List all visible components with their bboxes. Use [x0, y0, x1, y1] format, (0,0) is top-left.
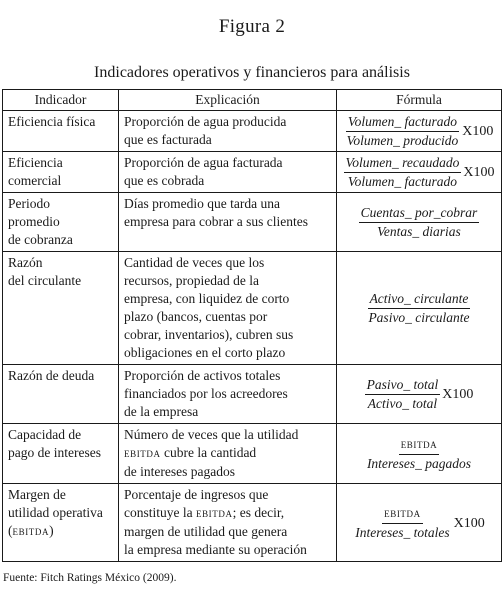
- formula: [366, 291, 471, 326]
- explanation-cell-line: la empresa mediante su operación: [124, 542, 307, 557]
- formula-numerator: Activo_ circulante: [368, 291, 471, 309]
- explanation-cell-line: de la empresa: [124, 404, 199, 419]
- explanation-cell-line: obligaciones en el corto plazo: [124, 345, 286, 360]
- indicator-cell: [3, 484, 119, 562]
- fraction: [345, 114, 461, 149]
- indicator-cell-line: Periodo: [8, 196, 50, 211]
- explanation-cell: [119, 484, 337, 562]
- indicator-cell-line: promedio: [8, 214, 60, 229]
- explanation-cell: [119, 111, 337, 152]
- indicator-cell-line: Eficiencia física: [8, 114, 96, 129]
- explanation-cell-line: de intereses pagados: [124, 464, 235, 479]
- fraction: [365, 377, 441, 412]
- formula: [344, 155, 495, 190]
- indicator-cell: [3, 252, 119, 365]
- indicator-cell-line: Margen de: [8, 487, 66, 502]
- formula-cell: [337, 252, 502, 365]
- formula: [365, 437, 473, 472]
- explanation-cell: [119, 424, 337, 484]
- indicator-cell-line: Razón: [8, 255, 43, 270]
- fraction: [365, 437, 473, 472]
- indicators-table: [2, 89, 502, 562]
- explanation-cell-line: Número de veces que la utilidad: [124, 427, 299, 442]
- table-row: [3, 152, 502, 193]
- formula-multiplier: X100: [462, 123, 494, 139]
- header-indicator: Indicador: [3, 90, 119, 111]
- explanation-cell-line: recursos, propiedad de la: [124, 273, 259, 288]
- explanation-cell-line: Proporción de activos totales: [124, 368, 281, 383]
- table-row: [3, 252, 502, 365]
- explanation-cell-line: que es cobrada: [124, 173, 205, 188]
- indicator-cell-line: Capacidad de: [8, 427, 82, 442]
- formula-cell: [337, 111, 502, 152]
- fraction: [353, 506, 451, 541]
- indicator-cell-line: comercial: [8, 173, 62, 188]
- explanation-cell-line: cobrar, inventarios), cubren sus: [124, 327, 294, 342]
- formula-numerator: Volumen_ facturado: [346, 114, 459, 132]
- table-caption: Indicadores operativos y financieros para análisis: [94, 64, 410, 81]
- ebitda-abbrev: EBITDA: [124, 449, 161, 459]
- table-row: [3, 111, 502, 152]
- formula-cell: [337, 152, 502, 193]
- table-row: [3, 193, 502, 252]
- figure-title: Figura 2: [218, 16, 286, 37]
- formula-numerator: Cuentas_ por_cobrar: [359, 205, 480, 223]
- table-header-row: [3, 90, 502, 111]
- formula-multiplier: X100: [442, 386, 474, 402]
- explanation-cell-line: plazo (bancos, cuentas por: [124, 309, 268, 324]
- formula-numerator: Pasivo_ total: [365, 377, 441, 395]
- explanation-cell-line: Cantidad de veces que los: [124, 255, 265, 270]
- indicator-cell-line: pago de intereses: [8, 445, 101, 460]
- table-row: [3, 424, 502, 484]
- explanation-cell-line: Porcentaje de ingresos que: [124, 487, 269, 502]
- explanation-cell: [119, 252, 337, 365]
- formula-denominator: Volumen_ facturado: [347, 174, 457, 189]
- explanation-cell-line: margen de utilidad que genera: [124, 524, 288, 539]
- formula-cell: [337, 484, 502, 562]
- explanation-cell-line: Proporción de agua producida: [124, 114, 287, 129]
- indicator-cell: [3, 152, 119, 193]
- formula-denominator: Ventas_ diarias: [377, 224, 461, 239]
- formula-numerator: EBITDA: [399, 437, 440, 455]
- formula-denominator: Pasivo_ circulante: [368, 310, 470, 325]
- explanation-cell: [119, 152, 337, 193]
- explanation-cell-line: empresa para cobrar a sus clientes: [124, 214, 309, 229]
- table-row: [3, 484, 502, 562]
- formula: [365, 377, 474, 412]
- formula-cell: [337, 365, 502, 424]
- header-formula: Fórmula: [337, 90, 502, 111]
- formula-multiplier: X100: [463, 164, 495, 180]
- explanation-cell: [119, 193, 337, 252]
- indicator-cell: [3, 111, 119, 152]
- explanation-cell-line: Proporción de agua facturada: [124, 155, 283, 170]
- indicator-cell-line: (EBITDA): [8, 523, 54, 538]
- formula-multiplier: X100: [453, 515, 485, 531]
- explanation-cell-line: empresa, con liquidez de corto: [124, 291, 290, 306]
- formula: [353, 506, 484, 541]
- formula-cell: [337, 193, 502, 252]
- fraction: [344, 155, 462, 190]
- explanation-cell-line: que es facturada: [124, 132, 212, 147]
- table-row: [3, 365, 502, 424]
- formula-denominator: Activo_ total: [367, 396, 438, 411]
- header-explanation: Explicación: [119, 90, 337, 111]
- indicator-cell: [3, 424, 119, 484]
- indicator-cell-line: Eficiencia: [8, 155, 63, 170]
- indicator-cell-line: utilidad operativa: [8, 505, 103, 520]
- ebitda-abbrev: EBITDA: [195, 509, 233, 519]
- explanation-cell-line: EBITDA cubre la cantidad: [124, 445, 257, 460]
- indicator-cell-line: de cobranza: [8, 232, 73, 247]
- formula-denominator: Intereses_ pagados: [366, 456, 472, 471]
- fraction: [366, 291, 471, 326]
- fraction: [359, 205, 480, 240]
- explanation-cell-line: Días promedio que tarda una: [124, 196, 280, 211]
- ebitda-abbrev: EBITDA: [12, 527, 50, 537]
- formula: [345, 114, 494, 149]
- formula: [359, 205, 480, 240]
- source-note: Fuente: Fitch Ratings México (2009).: [3, 572, 177, 584]
- indicator-cell-line: del circulante: [8, 273, 82, 288]
- explanation-cell: [119, 365, 337, 424]
- formula-numerator: EBITDA: [382, 506, 423, 524]
- indicator-cell: [3, 193, 119, 252]
- indicator-cell-line: Razón de deuda: [8, 368, 95, 383]
- formula-denominator: Volumen_ producido: [346, 133, 459, 148]
- explanation-cell-line: financiados por los acreedores: [124, 386, 288, 401]
- formula-denominator: Intereses_ totales: [355, 525, 450, 540]
- formula-cell: [337, 424, 502, 484]
- explanation-cell-line: constituye la EBITDA; es decir,: [124, 505, 285, 520]
- indicator-cell: [3, 365, 119, 424]
- formula-numerator: Volumen_ recaudado: [344, 155, 462, 173]
